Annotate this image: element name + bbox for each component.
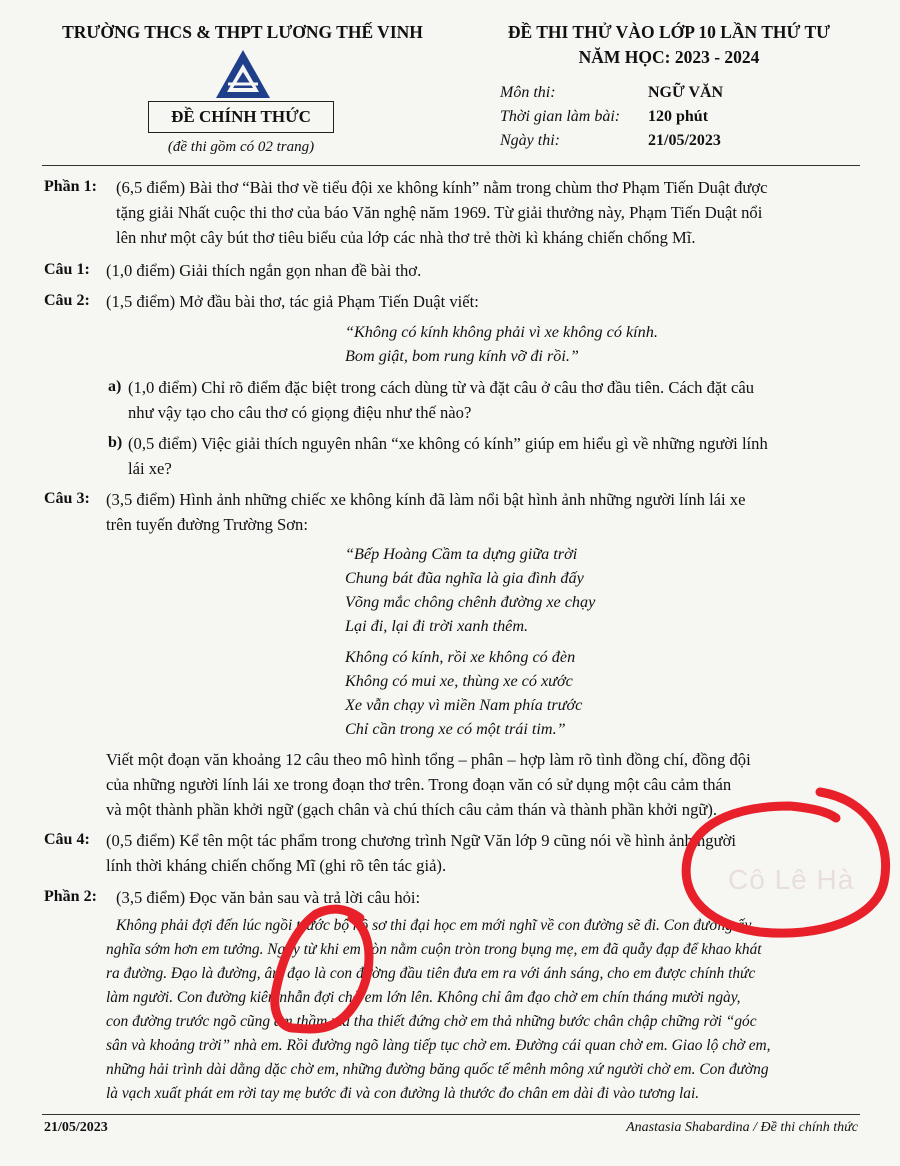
part2-text: (3,5 điểm) Đọc văn bản sau và trả lời câu hỏi: bbox=[116, 888, 421, 907]
part1-line: lên như một cây bút thơ tiêu biểu của lớp các nhà thơ trẻ thời kì kháng chiến chống Mĩ. bbox=[116, 228, 696, 247]
footer-credit: Anastasia Shabardina / Đề thi chính thức bbox=[626, 1120, 858, 1135]
q3-tag: Câu 3: bbox=[44, 490, 90, 507]
passage-line: Không phải đợi đến lúc ngồi trước bộ hồ sơ thi đại học em mới nghĩ về con đường sẽ đi. Con đường ấy bbox=[116, 917, 752, 934]
q4-line: lính thời kháng chiến chống Mĩ (ghi rõ tên tác giả). bbox=[106, 856, 447, 875]
footer-date: 21/05/2023 bbox=[44, 1120, 108, 1135]
q1-text: (1,0 điểm) Giải thích ngắn gọn nhan đề bài thơ. bbox=[106, 261, 422, 280]
passage-line: những hải trình dài dằng dặc chờ em, những đường băng quốc tế mênh mông xứ người chờ em. Con đường bbox=[106, 1061, 769, 1078]
date-value: 21/05/2023 bbox=[648, 132, 721, 149]
part1-line: (6,5 điểm) Bài thơ “Bài thơ về tiểu đội xe không kính” nằm trong chùm thơ Phạm Tiến Duật được bbox=[116, 178, 768, 197]
passage-line: nghĩa sớm hơn em tưởng. Ngay từ khi em còn nằm cuộn tròn trong bụng mẹ, em đã quẫy đạp để khao khát bbox=[106, 941, 762, 958]
school-year: NĂM HỌC: 2023 - 2024 bbox=[578, 47, 760, 67]
header-rule bbox=[42, 165, 860, 166]
q3-stanza1-line: “Bếp Hoàng Cầm ta dựng giữa trời bbox=[345, 545, 578, 563]
q2b-tag: b) bbox=[108, 434, 123, 451]
q3-line: (3,5 điểm) Hình ảnh những chiếc xe không kính đã làm nổi bật hình ảnh những người lính lái xe bbox=[106, 490, 746, 509]
passage-line: sân và khoảng trời” nhà em. Rồi đường ngõ làng tiếp tục chờ em. Đường cái quan chờ em. Giao lộ chờ em, bbox=[106, 1037, 771, 1054]
date-label: Ngày thi: bbox=[500, 132, 560, 149]
time-label: Thời gian làm bài: bbox=[500, 108, 621, 125]
q2a-tag: a) bbox=[108, 378, 122, 395]
q3-stanza1-line: Chung bát đũa nghĩa là gia đình đấy bbox=[345, 569, 584, 587]
q3-stanza2-line: Chỉ cần trong xe có một trái tim.” bbox=[345, 720, 566, 738]
exam-title: ĐỀ THI THỬ VÀO LỚP 10 LẦN THỨ TƯ bbox=[507, 22, 831, 42]
passage-line: con đường trước ngõ cũng âm thầm mà tha thiết đứng chờ em thả những bước chân chập chững rời “góc bbox=[106, 1013, 757, 1030]
q1-tag: Câu 1: bbox=[44, 261, 90, 278]
q3-task-line: và một thành phần khởi ngữ (gạch chân và chú thích câu cảm thán và thành phần khởi ngữ). bbox=[106, 800, 718, 819]
passage-line: là vạch xuất phát em rời tay mẹ bước đi và con đường là thước đo chân em dài đi vào tương lai. bbox=[106, 1085, 700, 1102]
q2b-line: lái xe? bbox=[128, 459, 172, 478]
time-value: 120 phút bbox=[648, 108, 709, 125]
school-logo-icon bbox=[214, 48, 272, 100]
subject-value: NGỮ VĂN bbox=[648, 84, 724, 101]
passage-line: làm người. Con đường kiên nhẫn đợi chờ em lớn lên. Không chỉ âm đạo chờ em chín tháng mười ngày, bbox=[106, 989, 741, 1006]
q4-tag: Câu 4: bbox=[44, 831, 90, 848]
q3-task-line: Viết một đoạn văn khoảng 12 câu theo mô hình tổng – phân – hợp làm rõ tình đồng chí, đồng đội bbox=[106, 750, 751, 769]
watermark-text: Cô Lê Hà bbox=[728, 864, 855, 895]
q3-stanza1-line: Lại đi, lại đi trời xanh thêm. bbox=[345, 617, 529, 635]
passage-line: ra đường. Đạo là đường, âm đạo là con đường đầu tiên đưa em ra với ánh sáng, cho em được chính thức bbox=[106, 965, 756, 982]
q3-stanza2-line: Không có mui xe, thùng xe có xước bbox=[345, 672, 573, 690]
subject-label: Môn thi: bbox=[500, 84, 556, 101]
footer-rule bbox=[42, 1114, 860, 1115]
part1-line: tặng giải Nhất cuộc thi thơ của báo Văn nghệ năm 1969. Từ giải thưởng này, Phạm Tiến Duật nổi bbox=[116, 203, 763, 222]
q3-stanza1-line: Võng mắc chông chênh đường xe chạy bbox=[345, 593, 596, 611]
q4-line: (0,5 điểm) Kể tên một tác phẩm trong chương trình Ngữ Văn lớp 9 cũng nói về hình ảnh người bbox=[106, 831, 736, 850]
q3-stanza2-line: Không có kính, rồi xe không có đèn bbox=[345, 648, 576, 666]
pages-note: (đề thi gồm có 02 trang) bbox=[167, 139, 315, 155]
q3-line: trên tuyến đường Trường Sơn: bbox=[106, 515, 308, 534]
part1-tag: Phần 1: bbox=[44, 178, 97, 195]
q3-task-line: của những người lính lái xe trong đoạn thơ trên. Trong đoạn văn có sử dụng một câu cảm thán bbox=[106, 775, 732, 794]
q3-stanza2-line: Xe vẫn chạy vì miền Nam phía trước bbox=[345, 696, 583, 714]
official-exam-box: ĐỀ CHÍNH THỨC bbox=[148, 101, 334, 133]
school-name: TRƯỜNG THCS & THPT LƯƠNG THẾ VINH bbox=[62, 22, 423, 42]
part2-tag: Phần 2: bbox=[44, 888, 97, 905]
q2-text: (1,5 điểm) Mở đầu bài thơ, tác giả Phạm Tiến Duật viết: bbox=[106, 292, 479, 311]
q2a-line: như vậy tạo cho câu thơ có giọng điệu như thế nào? bbox=[128, 403, 472, 422]
q2-poem-line: Bom giật, bom rung kính vỡ đi rồi.” bbox=[345, 347, 579, 365]
q2a-line: (1,0 điểm) Chỉ rõ điểm đặc biệt trong cách dùng từ và đặt câu ở câu thơ đầu tiên. Cách đặt câu bbox=[128, 378, 755, 397]
q2b-line: (0,5 điểm) Việc giải thích nguyên nhân “xe không có kính” giúp em hiểu gì về những người lính bbox=[128, 434, 768, 453]
q2-tag: Câu 2: bbox=[44, 292, 90, 309]
q2-poem-line: “Không có kính không phải vì xe không có kính. bbox=[345, 323, 658, 341]
